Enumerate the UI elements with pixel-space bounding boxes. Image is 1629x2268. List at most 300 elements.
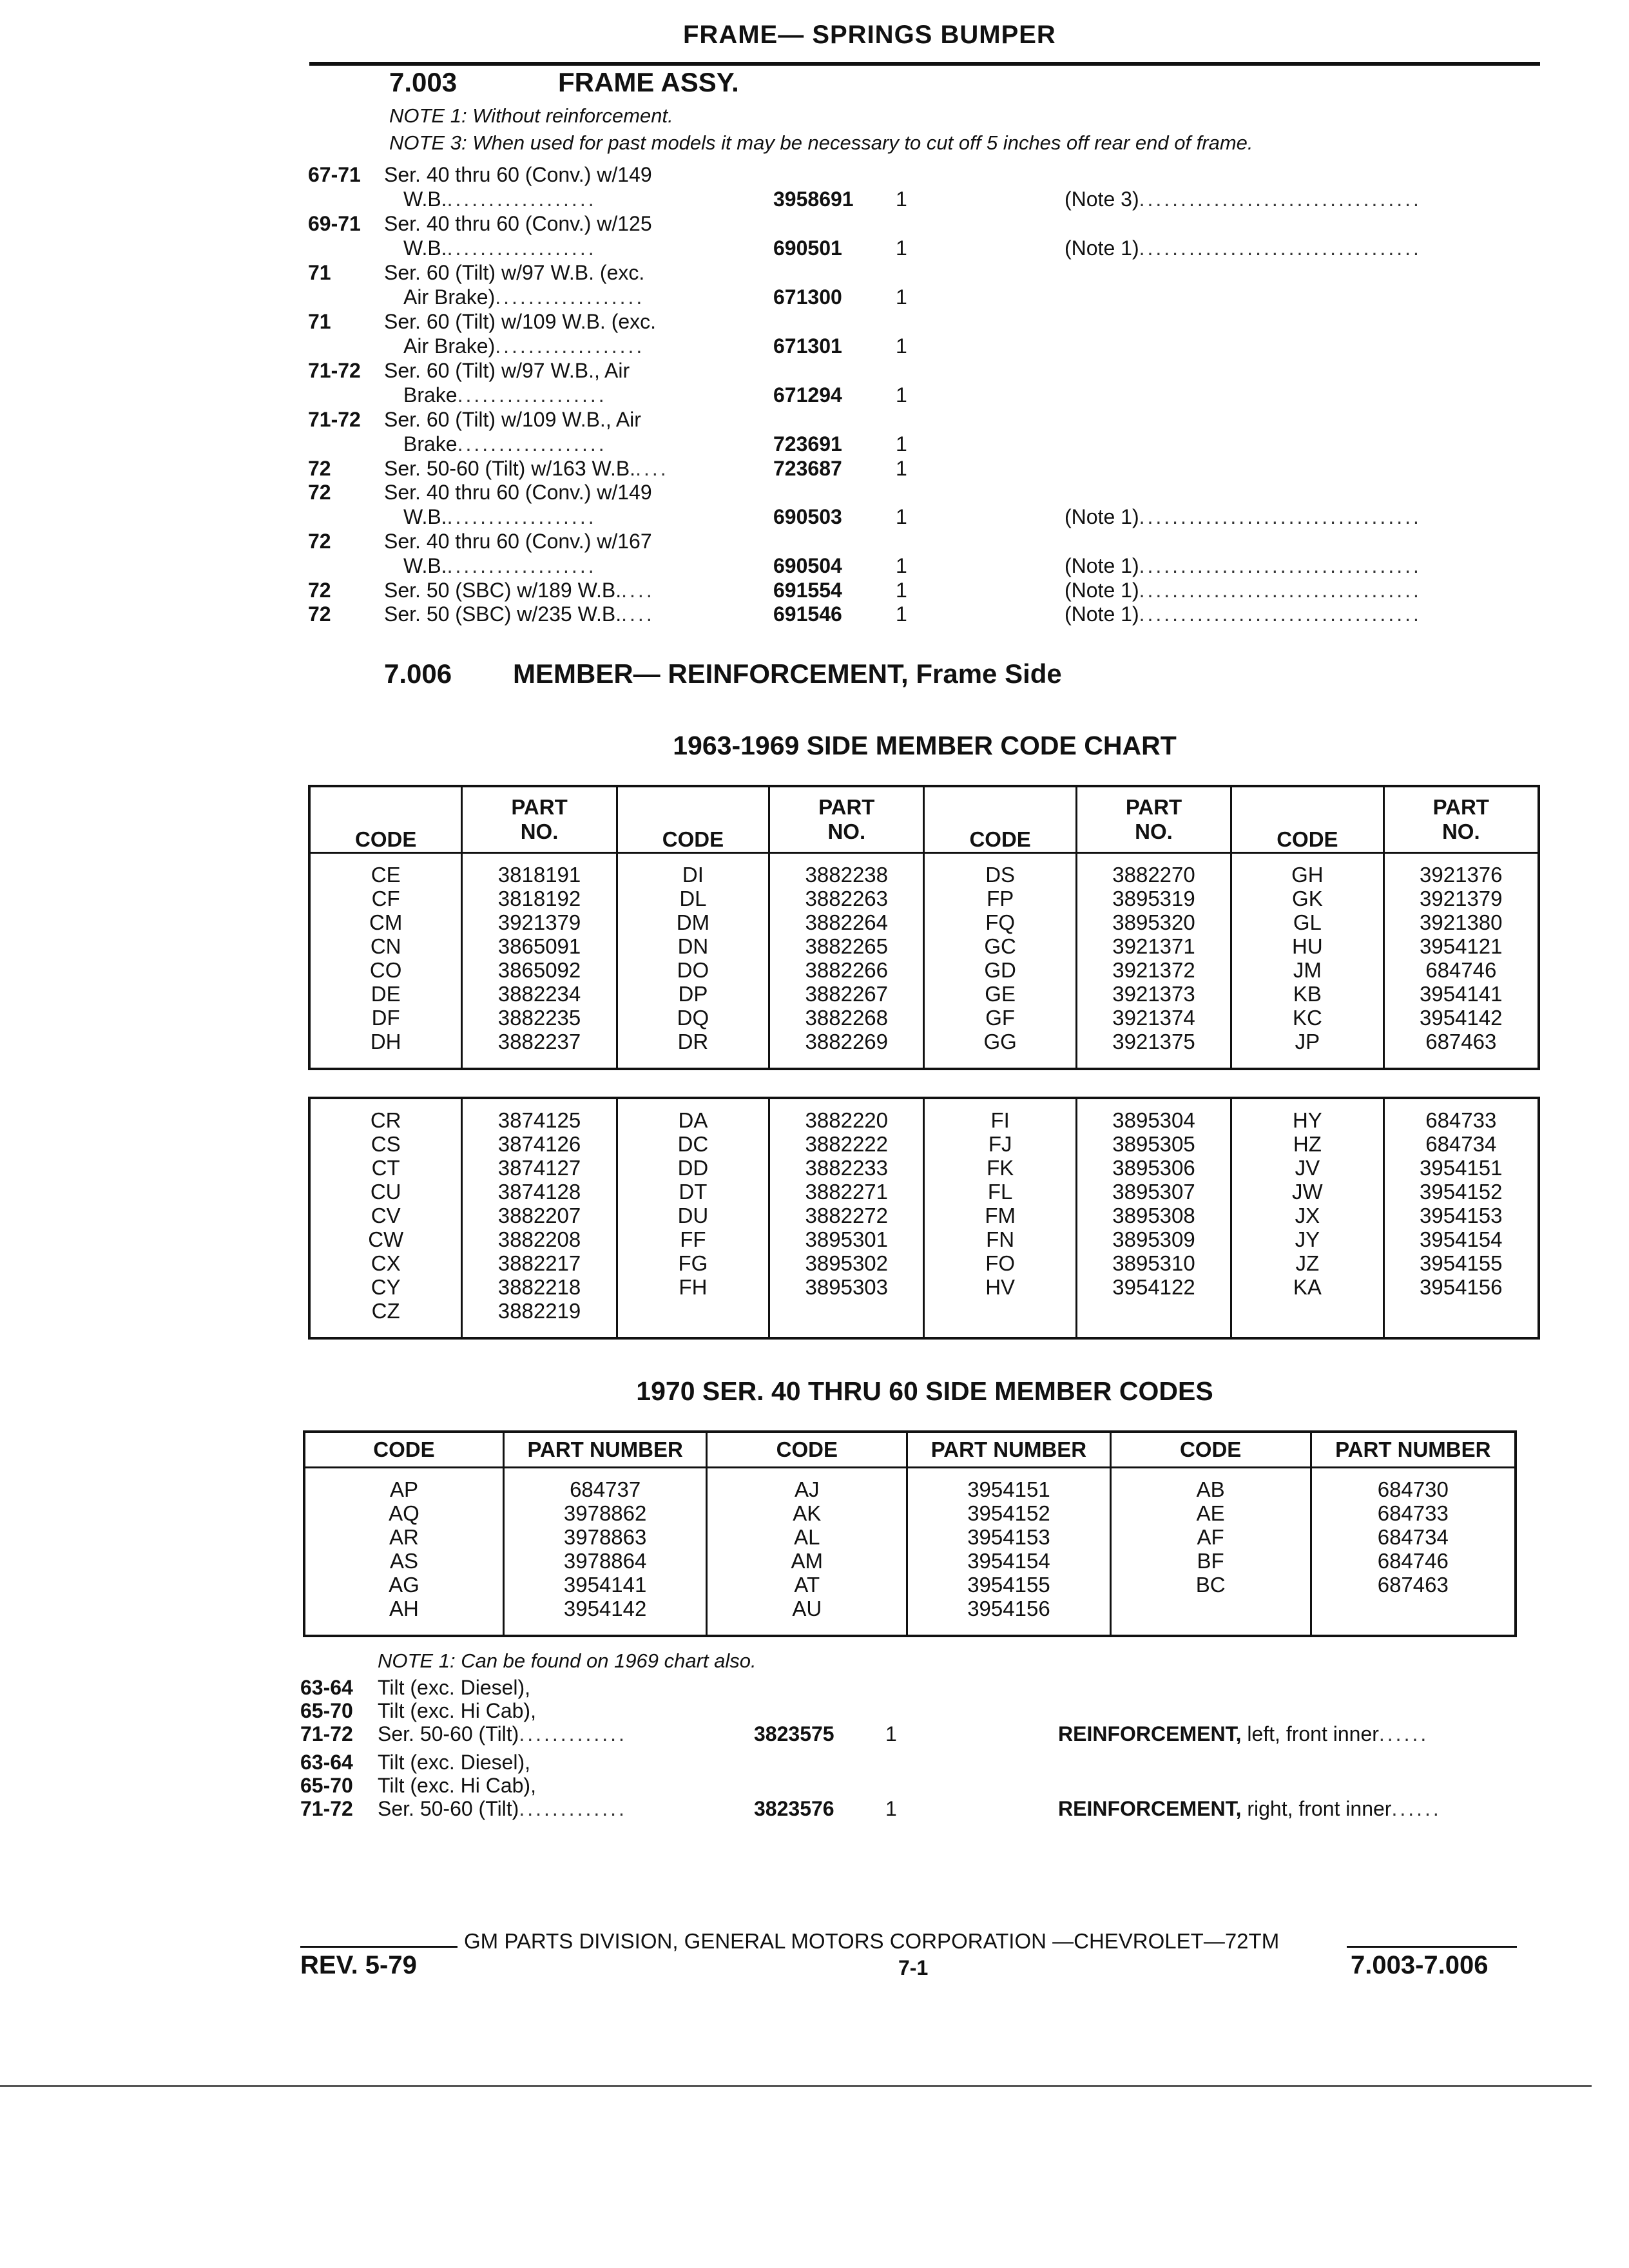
entry-desc-cont <box>403 505 597 529</box>
code-cell: KC <box>1231 1006 1383 1030</box>
entry-row-cont <box>0 553 1547 578</box>
header-line: PART <box>511 795 568 819</box>
entry-qty: 1 <box>896 334 907 358</box>
code-cell: FJ <box>924 1132 1076 1156</box>
chart-header-cell: CODE <box>707 1432 907 1468</box>
chart-spacer-cell <box>1311 1468 1516 1478</box>
part-number-cell: 3882266 <box>769 958 924 982</box>
reinforcement-name-rest: left, front inner <box>1241 1722 1379 1745</box>
header-line: NO. <box>1441 820 1480 843</box>
reinforcement-desc <box>378 1796 627 1821</box>
reinforcement-row <box>0 1773 1547 1798</box>
part-number-cell <box>1311 1597 1516 1620</box>
chart-row <box>304 1525 1516 1549</box>
chart-spacer-row <box>304 1620 1516 1636</box>
entry-note <box>1065 578 1422 602</box>
code-cell: FH <box>617 1275 769 1299</box>
reinforcement-row <box>0 1675 1547 1700</box>
code-cell: FN <box>924 1227 1076 1251</box>
code-cell: CR <box>309 1108 462 1132</box>
part-number-cell: 3921380 <box>1383 910 1539 934</box>
chart-spacer-cell <box>462 1098 617 1108</box>
part-number-cell: 3895309 <box>1076 1227 1231 1251</box>
part-number-cell: 687463 <box>1311 1573 1516 1597</box>
header-line: NO. <box>827 820 866 843</box>
chart2-title: 1970 SER. 40 THRU 60 SIDE MEMBER CODES <box>636 1376 1213 1406</box>
leader-dots: .................................. <box>1139 505 1422 528</box>
chart-header-cell <box>1076 786 1231 853</box>
code-cell: AG <box>304 1573 503 1597</box>
entry-row-cont <box>0 285 1547 309</box>
part-number-cell: 3882272 <box>769 1204 924 1227</box>
entry-note <box>1065 602 1422 626</box>
reinforcement-desc-text: Tilt (exc. Diesel), <box>378 1751 531 1774</box>
leader-dots: ............. <box>519 1722 627 1745</box>
part-number-cell: 3882264 <box>769 910 924 934</box>
chart-spacer-cell <box>769 1098 924 1108</box>
part-number-cell: 3895320 <box>1076 910 1231 934</box>
code-cell: FO <box>924 1251 1076 1275</box>
part-number-cell: 3954122 <box>1076 1275 1231 1299</box>
code-cell: CS <box>309 1132 462 1156</box>
chart-spacer-cell <box>503 1620 706 1636</box>
entry-desc <box>384 456 669 481</box>
code-cell: FP <box>924 887 1076 910</box>
leader-dots: .................. <box>447 505 597 528</box>
entry-desc: Ser. 40 thru 60 (Conv.) w/125 <box>384 212 652 235</box>
part-number-cell: 684746 <box>1383 958 1539 982</box>
chart-spacer-cell <box>304 1620 503 1636</box>
entry-part: 3958691 <box>773 187 854 211</box>
part-number-cell: 3978862 <box>503 1501 706 1525</box>
part-number-cell: 3882222 <box>769 1132 924 1156</box>
code-cell: CE <box>309 863 462 887</box>
entry-year: 71 <box>308 310 331 333</box>
chart1-title: 1963-1969 SIDE MEMBER CODE CHART <box>673 731 1177 760</box>
code-cell: CO <box>309 958 462 982</box>
part-number-cell: 3882268 <box>769 1006 924 1030</box>
code-cell: CN <box>309 934 462 958</box>
code-cell: FF <box>617 1227 769 1251</box>
entry-qty: 1 <box>896 187 907 211</box>
footer-rev: REV. 5-79 <box>300 1951 417 1979</box>
chart-spacer-cell <box>1231 853 1383 863</box>
entry-part: 671301 <box>773 334 842 358</box>
entry-year: 72 <box>308 457 331 480</box>
part-number-cell: 3882238 <box>769 863 924 887</box>
part-number-cell: 3882219 <box>462 1299 617 1323</box>
code-cell: FL <box>924 1180 1076 1204</box>
part-number-cell: 3954155 <box>907 1573 1110 1597</box>
chart-spacer-cell <box>503 1468 706 1478</box>
code-cell: DM <box>617 910 769 934</box>
chart-row <box>309 1156 1539 1180</box>
part-number-cell: 3882271 <box>769 1180 924 1204</box>
chart-row <box>309 1006 1539 1030</box>
chart-header-cell: CODE <box>924 786 1076 853</box>
part-number-cell: 3882217 <box>462 1251 617 1275</box>
entry-desc <box>384 578 655 602</box>
footer-page: 7-1 <box>898 1956 929 1979</box>
code-cell: JZ <box>1231 1251 1383 1275</box>
part-number-cell: 684737 <box>503 1477 706 1501</box>
code-cell: DE <box>309 982 462 1006</box>
entry-note <box>1065 236 1422 260</box>
footer-range: 7.003-7.006 <box>1351 1951 1489 1979</box>
code-cell: GE <box>924 982 1076 1006</box>
code-cell: AB <box>1110 1477 1311 1501</box>
entry-qty: 1 <box>896 432 907 456</box>
entry-desc-text: Brake <box>403 383 458 407</box>
code-cell: CY <box>309 1275 462 1299</box>
chart-header-cell: CODE <box>617 786 769 853</box>
entry-part: 691554 <box>773 579 842 602</box>
chart-row <box>309 1251 1539 1275</box>
entry-desc-text: Ser. 50 (SBC) w/189 W.B. <box>384 579 622 602</box>
entry-note-text: (Note 1) <box>1065 554 1139 577</box>
note-1-1969: NOTE 1: Can be found on 1969 chart also. <box>378 1649 757 1672</box>
entry-desc-cont <box>403 334 644 358</box>
header-line: NO. <box>1135 820 1173 843</box>
reinforcement-desc-text: Ser. 50-60 (Tilt) <box>378 1722 519 1745</box>
part-number-cell: 3978864 <box>503 1549 706 1573</box>
part-number-cell: 3954142 <box>1383 1006 1539 1030</box>
part-number-cell: 3874125 <box>462 1108 617 1132</box>
chart-spacer-cell <box>924 1053 1076 1069</box>
reinforcement-row <box>0 1750 1547 1774</box>
code-cell: AM <box>707 1549 907 1573</box>
entry-desc: Ser. 60 (Tilt) w/109 W.B., Air <box>384 408 641 431</box>
part-number-cell: 3954142 <box>503 1597 706 1620</box>
entry-qty: 1 <box>896 554 907 577</box>
chart-spacer-cell <box>707 1468 907 1478</box>
chart-spacer-cell <box>769 1053 924 1069</box>
part-number-cell: 684734 <box>1311 1525 1516 1549</box>
code-cell: AE <box>1110 1501 1311 1525</box>
part-number-cell: 3954156 <box>1383 1275 1539 1299</box>
chart-spacer-cell <box>617 1098 769 1108</box>
part-number-cell: 3882267 <box>769 982 924 1006</box>
chart-header-cell <box>769 786 924 853</box>
part-number-cell: 684733 <box>1311 1501 1516 1525</box>
code-cell: AT <box>707 1573 907 1597</box>
entry-note <box>1065 505 1422 529</box>
chart-row <box>309 1180 1539 1204</box>
chart-spacer-cell <box>924 853 1076 863</box>
entry-desc-cont <box>403 432 607 456</box>
part-number-cell: 3818192 <box>462 887 617 910</box>
leader-dots: .................. <box>495 334 645 358</box>
chart-header-cell: CODE <box>309 786 462 853</box>
code-cell: AK <box>707 1501 907 1525</box>
chart-spacer-row <box>309 853 1539 863</box>
leader-dots: .................. <box>495 285 645 309</box>
chart-header-cell: PART NUMBER <box>503 1432 706 1468</box>
leader-dots: ...... <box>1378 1722 1429 1745</box>
part-number-cell <box>1383 1299 1539 1323</box>
entry-part: 690501 <box>773 236 842 260</box>
code-cell: HZ <box>1231 1132 1383 1156</box>
code-cell: FG <box>617 1251 769 1275</box>
part-number-cell: 3954121 <box>1383 934 1539 958</box>
chart-header-cell <box>462 786 617 853</box>
chart-row <box>309 887 1539 910</box>
code-cell: FI <box>924 1108 1076 1132</box>
entry-qty: 1 <box>896 236 907 260</box>
code-cell: DN <box>617 934 769 958</box>
part-number-cell: 3954154 <box>907 1549 1110 1573</box>
code-cell: JX <box>1231 1204 1383 1227</box>
chart-row <box>309 982 1539 1006</box>
code-cell: DR <box>617 1030 769 1053</box>
entry-note <box>1065 553 1422 578</box>
code-cell: DU <box>617 1204 769 1227</box>
part-number-cell: 3954155 <box>1383 1251 1539 1275</box>
header-line: PART <box>1432 795 1489 819</box>
part-number-cell: 684746 <box>1311 1549 1516 1573</box>
chart-spacer-cell <box>769 853 924 863</box>
chart-row <box>309 1227 1539 1251</box>
code-cell: DF <box>309 1006 462 1030</box>
chart-header-row <box>309 786 1539 853</box>
chart-header-cell: PART NUMBER <box>1311 1432 1516 1468</box>
code-cell: AR <box>304 1525 503 1549</box>
part-number-cell <box>1076 1299 1231 1323</box>
entry-year: 67-71 <box>308 163 361 186</box>
leader-dots: .................................. <box>1139 579 1422 602</box>
chart1-table-b <box>308 1097 1540 1340</box>
chart-header-cell <box>1383 786 1539 853</box>
part-number-cell: 3895305 <box>1076 1132 1231 1156</box>
entry-year: 69-71 <box>308 212 361 235</box>
code-cell: DD <box>617 1156 769 1180</box>
reinforcement-desc <box>378 1698 536 1723</box>
part-number-cell: 3895301 <box>769 1227 924 1251</box>
part-number-cell: 3954141 <box>1383 982 1539 1006</box>
entry-part: 671300 <box>773 285 842 309</box>
part-number-cell: 3954152 <box>907 1501 1110 1525</box>
leader-dots: .................. <box>457 432 607 456</box>
code-cell: GK <box>1231 887 1383 910</box>
code-cell: DP <box>617 982 769 1006</box>
part-number-cell: 3921375 <box>1076 1030 1231 1053</box>
chart-spacer-cell <box>1383 1053 1539 1069</box>
entry-row <box>0 309 1547 334</box>
part-number-cell: 3895302 <box>769 1251 924 1275</box>
code-cell: DH <box>309 1030 462 1053</box>
chart-spacer-cell <box>462 1323 617 1338</box>
chart-spacer-cell <box>617 853 769 863</box>
leader-dots: .... <box>621 579 655 602</box>
chart-row <box>304 1501 1516 1525</box>
code-cell: AU <box>707 1597 907 1620</box>
part-number-cell: 3882235 <box>462 1006 617 1030</box>
chart-row <box>309 910 1539 934</box>
chart-spacer-cell <box>462 853 617 863</box>
entry-year: 71-72 <box>308 408 361 431</box>
entry-desc-text: W.B. <box>403 236 447 260</box>
chart-spacer-cell <box>617 1053 769 1069</box>
section-code-7006: 7.006 <box>384 658 452 689</box>
entry-desc: Ser. 60 (Tilt) w/109 W.B. (exc. <box>384 310 657 333</box>
chart-header-cell: CODE <box>1231 786 1383 853</box>
chart-spacer-cell <box>309 853 462 863</box>
part-number-cell: 3954152 <box>1383 1180 1539 1204</box>
chart-header-row <box>304 1432 1516 1468</box>
chart-row <box>309 1275 1539 1299</box>
page-bottom-rule <box>0 2085 1592 2087</box>
leader-dots: ...... <box>1391 1797 1441 1820</box>
part-number-cell: 3895303 <box>769 1275 924 1299</box>
code-cell: CZ <box>309 1299 462 1323</box>
entry-desc: Ser. 40 thru 60 (Conv.) w/149 <box>384 481 652 504</box>
code-cell: KA <box>1231 1275 1383 1299</box>
reinforcement-year: 65-70 <box>300 1699 353 1722</box>
entry-part: 690504 <box>773 554 842 577</box>
reinforcement-desc <box>378 1722 627 1746</box>
part-number-cell: 684730 <box>1311 1477 1516 1501</box>
chart-row <box>309 863 1539 887</box>
part-number-cell: 3882269 <box>769 1030 924 1053</box>
leader-dots: .... <box>621 602 655 626</box>
leader-dots: .................................. <box>1139 187 1422 211</box>
entry-year: 72 <box>308 602 331 626</box>
entry-qty: 1 <box>896 383 907 407</box>
chart-header-cell: CODE <box>304 1432 503 1468</box>
entry-note-text: (Note 3) <box>1065 187 1139 211</box>
chart-row <box>304 1573 1516 1597</box>
code-cell: CM <box>309 910 462 934</box>
entry-note-text: (Note 1) <box>1065 579 1139 602</box>
code-cell <box>1110 1597 1311 1620</box>
code-cell: HV <box>924 1275 1076 1299</box>
reinforcement-name-bold: REINFORCEMENT, <box>1058 1722 1242 1745</box>
chart2-table <box>303 1430 1517 1637</box>
part-number-cell: 3921376 <box>1383 863 1539 887</box>
entry-row-cont <box>0 236 1547 260</box>
part-number-cell: 3954153 <box>1383 1204 1539 1227</box>
entry-note-text: (Note 1) <box>1065 236 1139 260</box>
entry-desc: Ser. 40 thru 60 (Conv.) w/149 <box>384 163 652 186</box>
chart-spacer-cell <box>769 1323 924 1338</box>
leader-dots: .................. <box>457 383 607 407</box>
chart-spacer-cell <box>907 1468 1110 1478</box>
code-cell: AJ <box>707 1477 907 1501</box>
chart-spacer-row <box>309 1053 1539 1069</box>
part-number-cell: 3882270 <box>1076 863 1231 887</box>
part-number-cell: 3882265 <box>769 934 924 958</box>
part-number-cell: 3921374 <box>1076 1006 1231 1030</box>
entry-desc-text: Air Brake) <box>403 285 496 309</box>
chart-spacer-cell <box>1383 1098 1539 1108</box>
part-number-cell: 3874128 <box>462 1180 617 1204</box>
reinforcement-qty: 1 <box>885 1797 897 1820</box>
entry-row <box>0 211 1547 236</box>
part-number-cell: 3865091 <box>462 934 617 958</box>
entry-desc-cont <box>403 187 597 211</box>
page-header: FRAME— SPRINGS BUMPER <box>683 21 1056 49</box>
leader-dots: .................. <box>447 554 597 577</box>
code-cell: DL <box>617 887 769 910</box>
footer-rule-right <box>1347 1946 1517 1948</box>
code-cell: CV <box>309 1204 462 1227</box>
entry-desc: Ser. 40 thru 60 (Conv.) w/167 <box>384 530 652 553</box>
chart-row <box>304 1549 1516 1573</box>
chart-spacer-row <box>309 1323 1539 1338</box>
leader-dots: .................................. <box>1139 554 1422 577</box>
part-number-cell: 3921371 <box>1076 934 1231 958</box>
entry-qty: 1 <box>896 602 907 626</box>
part-number-cell: 3921379 <box>462 910 617 934</box>
part-number-cell: 3882263 <box>769 887 924 910</box>
chart-row <box>309 1204 1539 1227</box>
code-cell: GD <box>924 958 1076 982</box>
reinforcement-name-rest: right, front inner <box>1241 1797 1392 1820</box>
reinforcement-desc <box>378 1675 530 1700</box>
reinforcement-desc-text: Tilt (exc. Diesel), <box>378 1676 531 1699</box>
code-cell: BF <box>1110 1549 1311 1573</box>
entry-part: 723691 <box>773 432 842 456</box>
chart-spacer-cell <box>1231 1323 1383 1338</box>
chart-spacer-cell <box>617 1323 769 1338</box>
entry-row <box>0 480 1547 505</box>
leader-dots: .... <box>635 457 669 480</box>
part-number-cell: 3954154 <box>1383 1227 1539 1251</box>
code-cell <box>924 1299 1076 1323</box>
chart-spacer-cell <box>1383 853 1539 863</box>
chart-header-cell: PART NUMBER <box>907 1432 1110 1468</box>
chart-spacer-cell <box>1311 1620 1516 1636</box>
code-cell: CT <box>309 1156 462 1180</box>
entry-row <box>0 529 1547 553</box>
reinforcement-year: 63-64 <box>300 1751 353 1774</box>
part-number-cell: 3895308 <box>1076 1204 1231 1227</box>
code-cell: JY <box>1231 1227 1383 1251</box>
reinforcement-year: 63-64 <box>300 1676 353 1699</box>
chart-row <box>309 1299 1539 1323</box>
part-number-cell: 3882218 <box>462 1275 617 1299</box>
reinforcement-name <box>1058 1796 1441 1821</box>
code-cell: DA <box>617 1108 769 1132</box>
part-number-cell: 3865092 <box>462 958 617 982</box>
entry-row <box>0 578 1547 602</box>
chart-row <box>304 1477 1516 1501</box>
code-cell: CF <box>309 887 462 910</box>
part-number-cell: 3895304 <box>1076 1108 1231 1132</box>
reinforcement-desc-text: Ser. 50-60 (Tilt) <box>378 1797 519 1820</box>
entry-row <box>0 260 1547 285</box>
part-number-cell: 3921373 <box>1076 982 1231 1006</box>
entry-row-cont <box>0 505 1547 529</box>
code-cell: DS <box>924 863 1076 887</box>
header-rule <box>309 62 1540 66</box>
footer-rule-left <box>300 1946 458 1948</box>
code-cell: GH <box>1231 863 1383 887</box>
part-number-cell: 3954153 <box>907 1525 1110 1549</box>
chart-spacer-cell <box>707 1620 907 1636</box>
code-cell: JV <box>1231 1156 1383 1180</box>
entry-note-text: (Note 1) <box>1065 505 1139 528</box>
chart-row <box>309 1132 1539 1156</box>
code-cell: FQ <box>924 910 1076 934</box>
reinforcement-row <box>0 1722 1547 1746</box>
entry-desc-cont <box>403 383 607 407</box>
code-cell: BC <box>1110 1573 1311 1597</box>
note-1: NOTE 1: Without reinforcement. <box>389 104 673 127</box>
entry-row <box>0 358 1547 383</box>
entry-desc-cont <box>403 553 597 578</box>
part-number-cell: 3882234 <box>462 982 617 1006</box>
